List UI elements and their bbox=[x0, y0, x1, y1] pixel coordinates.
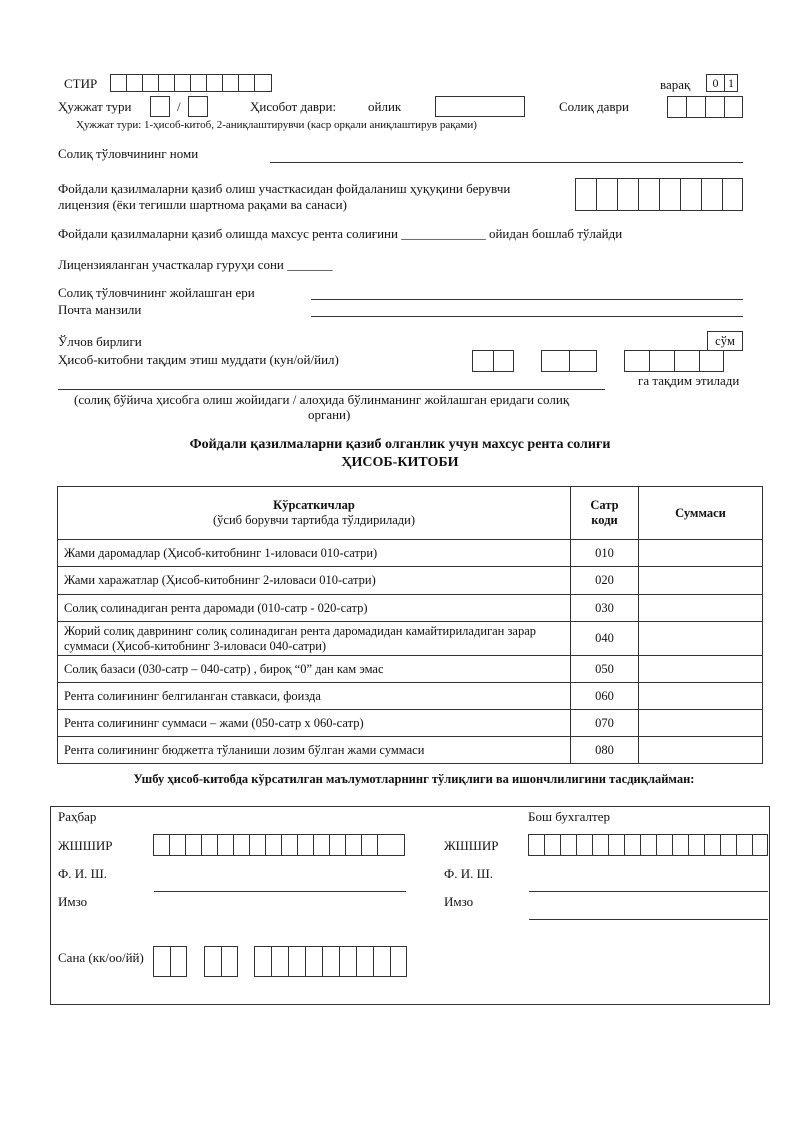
payer-name-label: Солиқ тўловчининг номи bbox=[58, 146, 199, 161]
varaq-label: варақ bbox=[660, 77, 691, 92]
accountant-signature-label: Имзо bbox=[444, 894, 474, 909]
accountant-fio-field[interactable] bbox=[529, 891, 768, 892]
indicators-table bbox=[57, 486, 763, 764]
form-title-line-1: Фойдали қазилмаларни қазиб олганлик учун махсус рента солиғи bbox=[189, 437, 611, 452]
date-day-input[interactable] bbox=[153, 946, 187, 977]
rent-tax-start-text: Фойдали қазилмаларни қазиб олишда махсус рента солиғини _____________ ойидан бошлаб тўлайди bbox=[58, 226, 623, 241]
date-month-input[interactable] bbox=[204, 946, 238, 977]
unit-value: сўм bbox=[715, 334, 735, 348]
accountant-fio-label: Ф. И. Ш. bbox=[444, 866, 494, 881]
row-amount-cell[interactable] bbox=[639, 595, 763, 622]
varaq-digit-2: 1 bbox=[724, 74, 738, 92]
code-header bbox=[571, 487, 639, 540]
head-jshshir-label: ЖШШИР bbox=[58, 838, 113, 853]
doc-type-input[interactable] bbox=[150, 96, 170, 117]
row-amount-cell[interactable] bbox=[639, 737, 763, 764]
varaq-digit-1: 0 bbox=[706, 74, 724, 92]
postal-field[interactable] bbox=[311, 316, 743, 317]
head-fio-field[interactable] bbox=[154, 891, 406, 892]
submit-month-input[interactable] bbox=[541, 350, 597, 372]
authority-note-1: (солиқ бўйича ҳисобга олиш жойидаги / алоҳида бўлинманинг жойлашган еридаги солиқ bbox=[74, 392, 570, 407]
row-code: 040 bbox=[571, 622, 639, 656]
row-amount-cell[interactable] bbox=[639, 710, 763, 737]
form-title-line-2: ҲИСОБ-КИТОБИ bbox=[341, 455, 459, 470]
row-code: 010 bbox=[571, 540, 639, 567]
row-label: Рента солиғининг суммаси – жами (050-сатр х 060-сатр) bbox=[58, 710, 571, 737]
submit-day-input[interactable] bbox=[472, 350, 514, 372]
table-row bbox=[58, 622, 763, 656]
row-amount-cell[interactable] bbox=[639, 656, 763, 683]
date-label: Сана (кк/оо/йй) bbox=[58, 950, 144, 965]
table-row bbox=[58, 683, 763, 710]
table-row bbox=[58, 540, 763, 567]
license-label-2: лицензия (ёки тегишли шартнома рақами ва санаси) bbox=[58, 197, 347, 212]
head-jshshir-input[interactable] bbox=[153, 834, 405, 856]
location-label: Солиқ тўловчининг жойлашган ери bbox=[58, 285, 255, 300]
row-code: 050 bbox=[571, 656, 639, 683]
row-label: Рента солиғининг бюджетга тўланиши лозим бўлган жами суммаси bbox=[58, 737, 571, 764]
accountant-signature-field[interactable] bbox=[529, 919, 768, 920]
row-code: 020 bbox=[571, 567, 639, 595]
table-row bbox=[58, 656, 763, 683]
doc-type-separator: / bbox=[177, 99, 181, 114]
row-label: Жами даромадлар (Ҳисоб-китобнинг 1-иловаси 010-сатри) bbox=[58, 540, 571, 567]
tax-period-input[interactable] bbox=[667, 96, 743, 118]
confirmation-text: Ушбу ҳисоб-китобда кўрсатилган маълумотларнинг тўлиқлиги ва ишончлилигини тасдиқлайман: bbox=[133, 772, 695, 786]
tax-authority-field[interactable] bbox=[58, 389, 605, 390]
table-row bbox=[58, 567, 763, 595]
accountant-jshshir-label: ЖШШИР bbox=[444, 838, 499, 853]
table-row bbox=[58, 595, 763, 622]
license-number-input[interactable] bbox=[575, 178, 743, 211]
postal-label: Почта манзили bbox=[58, 302, 142, 317]
row-label: Рента солиғининг белгиланган ставкаси, фоизда bbox=[58, 683, 571, 710]
unit-value-box bbox=[707, 331, 743, 351]
row-code: 080 bbox=[571, 737, 639, 764]
submit-year-input[interactable] bbox=[624, 350, 724, 372]
table-header-row bbox=[58, 487, 763, 540]
row-code: 030 bbox=[571, 595, 639, 622]
table-row bbox=[58, 737, 763, 764]
license-label-1: Фойдали қазилмаларни қазиб олиш участкасидан фойдаланиш ҳуқуқини берувчи bbox=[58, 181, 511, 196]
doc-type-note: Ҳужжат тури: 1-ҳисоб-китоб, 2-аниқлаштирувчи (каср орқали аниқлаштирув рақами) bbox=[76, 119, 477, 131]
indicators-header-note: (ўсиб борувчи тартибда тўлдирилади) bbox=[212, 513, 416, 527]
stir-label: СТИР bbox=[64, 76, 98, 91]
licensed-group-text: Лицензияланган участкалар гуруҳи сони _______ bbox=[58, 257, 333, 272]
row-code: 060 bbox=[571, 683, 639, 710]
head-signature-label: Имзо bbox=[58, 894, 88, 909]
tax-period-label: Солиқ даври bbox=[559, 99, 629, 114]
row-label: Жами харажатлар (Ҳисоб-китобнинг 2-иловаси 010-сатри) bbox=[58, 567, 571, 595]
row-amount-cell[interactable] bbox=[639, 683, 763, 710]
row-amount-cell[interactable] bbox=[639, 622, 763, 656]
row-label: Жорий солиқ даврининг солиқ солинадиган рента даромадидан камайтириладиган зарар суммаси (Ҳисоб-китобнинг 3-иловаси 040-сатри) bbox=[58, 622, 571, 656]
row-label: Солиқ солинадиган рента даромади (010-сатр - 020-сатр) bbox=[58, 595, 571, 622]
indicators-header bbox=[58, 487, 571, 540]
report-period-input[interactable] bbox=[435, 96, 525, 117]
date-year-input[interactable] bbox=[254, 946, 407, 977]
report-period-label: Ҳисобот даври: bbox=[250, 99, 337, 114]
head-fio-label: Ф. И. Ш. bbox=[58, 866, 108, 881]
monthly-label: ойлик bbox=[368, 99, 402, 114]
row-amount-cell[interactable] bbox=[639, 540, 763, 567]
row-code: 070 bbox=[571, 710, 639, 737]
submit-deadline-label: Ҳисоб-китобни тақдим этиш муддати (кун/ой/йил) bbox=[58, 352, 339, 367]
head-label: Раҳбар bbox=[58, 809, 97, 824]
indicators-header-title: Кўрсаткичлар bbox=[273, 498, 355, 512]
doc-type-label: Ҳужжат тури bbox=[58, 99, 132, 114]
amount-header: Суммаси bbox=[639, 487, 763, 540]
stir-input[interactable] bbox=[110, 74, 272, 92]
code-header-line-2: коди bbox=[591, 513, 618, 527]
accountant-jshshir-input[interactable] bbox=[528, 834, 768, 856]
table-row bbox=[58, 710, 763, 737]
code-header-line-1: Сатр bbox=[590, 498, 619, 512]
accountant-label: Бош бухгалтер bbox=[528, 809, 610, 824]
payer-name-field[interactable] bbox=[270, 162, 743, 163]
location-field[interactable] bbox=[311, 299, 743, 300]
submitted-suffix: га тақдим этилади bbox=[638, 373, 740, 388]
row-label: Солиқ базаси (030-сатр – 040-сатр) , бироқ “0” дан кам эмас bbox=[58, 656, 571, 683]
row-amount-cell[interactable] bbox=[639, 567, 763, 595]
doc-type-fraction-input[interactable] bbox=[188, 96, 208, 117]
varaq-number bbox=[706, 74, 738, 92]
unit-label: Ўлчов бирлиги bbox=[58, 334, 142, 349]
authority-note-2: органи) bbox=[308, 407, 351, 422]
